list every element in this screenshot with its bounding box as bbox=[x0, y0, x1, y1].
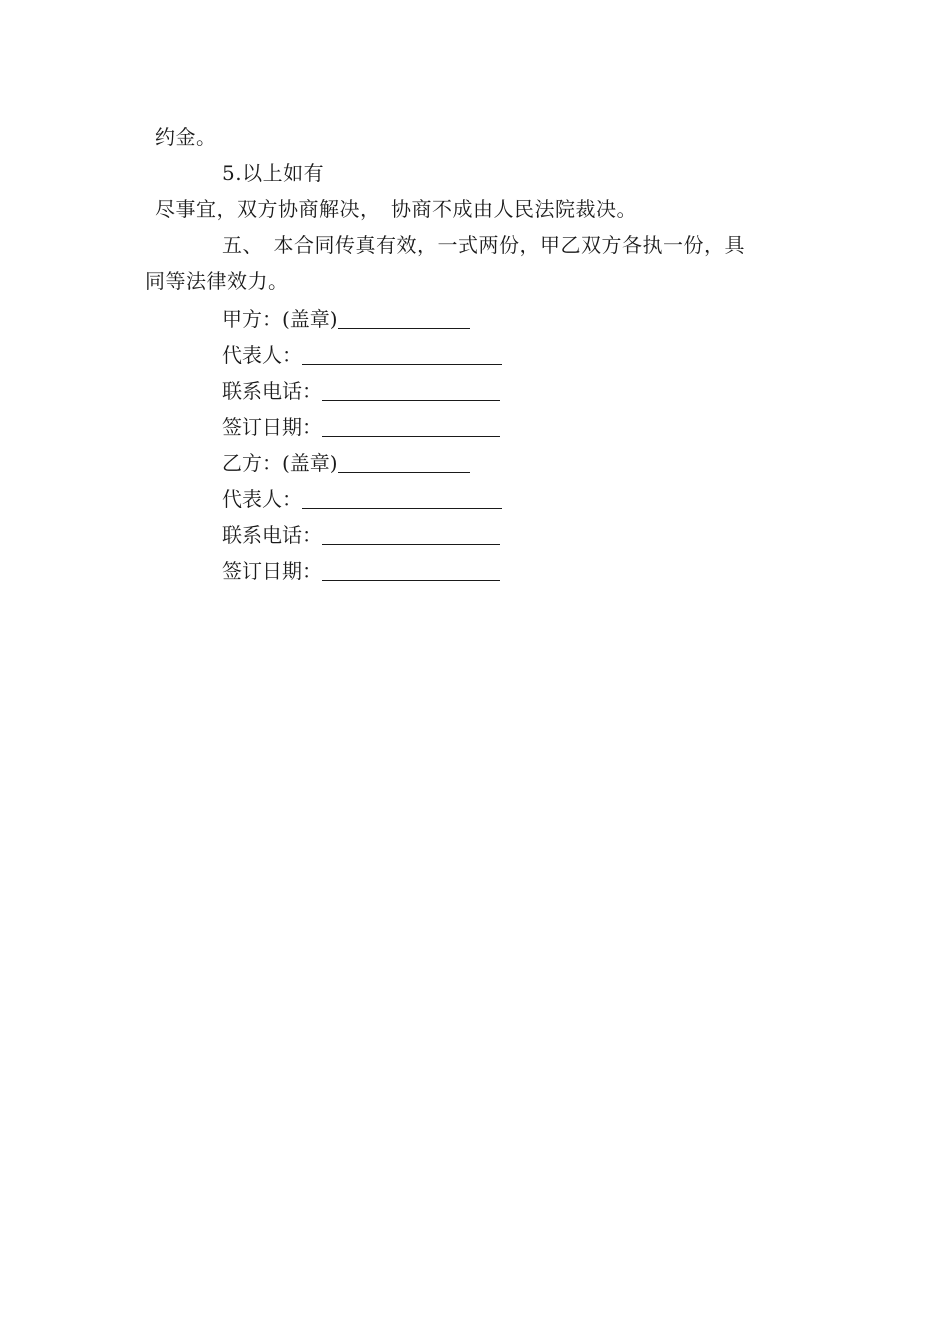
party-b-seal-row bbox=[222, 451, 470, 475]
party-a-phone-label: 联系电话： bbox=[222, 379, 322, 403]
party-a-seal-row bbox=[222, 307, 470, 331]
party-b-seal-blank[interactable] bbox=[338, 452, 470, 473]
party-b-phone-label: 联系电话： bbox=[222, 523, 322, 547]
party-b-representative-label: 代表人： bbox=[222, 487, 302, 511]
party-a-seal-blank[interactable] bbox=[338, 308, 470, 329]
party-a-date-blank[interactable] bbox=[322, 416, 500, 437]
party-b-date-label: 签订日期： bbox=[222, 559, 322, 583]
paragraph-section-5-line1: 五、 本合同传真有效，一式两份，甲乙双方各执一份，具 bbox=[222, 233, 745, 257]
party-a-representative-blank[interactable] bbox=[302, 344, 502, 365]
party-a-phone-row bbox=[222, 379, 500, 403]
party-b-phone-row bbox=[222, 523, 500, 547]
party-a-date-row bbox=[222, 415, 500, 439]
party-b-representative-row bbox=[222, 487, 502, 511]
party-a-date-label: 签订日期： bbox=[222, 415, 322, 439]
party-b-date-row bbox=[222, 559, 500, 583]
party-b-representative-blank[interactable] bbox=[302, 488, 502, 509]
paragraph-item-5: 5.以上如有 bbox=[222, 161, 325, 185]
party-b-seal-label: 乙方：(盖章) bbox=[222, 451, 338, 475]
party-b-date-blank[interactable] bbox=[322, 560, 500, 581]
paragraph-dispute-resolution: 尽事宜，双方协商解决， 协商不成由人民法院裁决。 bbox=[155, 197, 637, 221]
party-a-representative-row bbox=[222, 343, 502, 367]
party-b-phone-blank[interactable] bbox=[322, 524, 500, 545]
paragraph-penalty-end: 约金。 bbox=[155, 125, 217, 149]
party-a-phone-blank[interactable] bbox=[322, 380, 500, 401]
paragraph-section-5-line2: 同等法律效力。 bbox=[145, 269, 289, 293]
party-a-seal-label: 甲方：(盖章) bbox=[222, 307, 338, 331]
party-a-representative-label: 代表人： bbox=[222, 343, 302, 367]
